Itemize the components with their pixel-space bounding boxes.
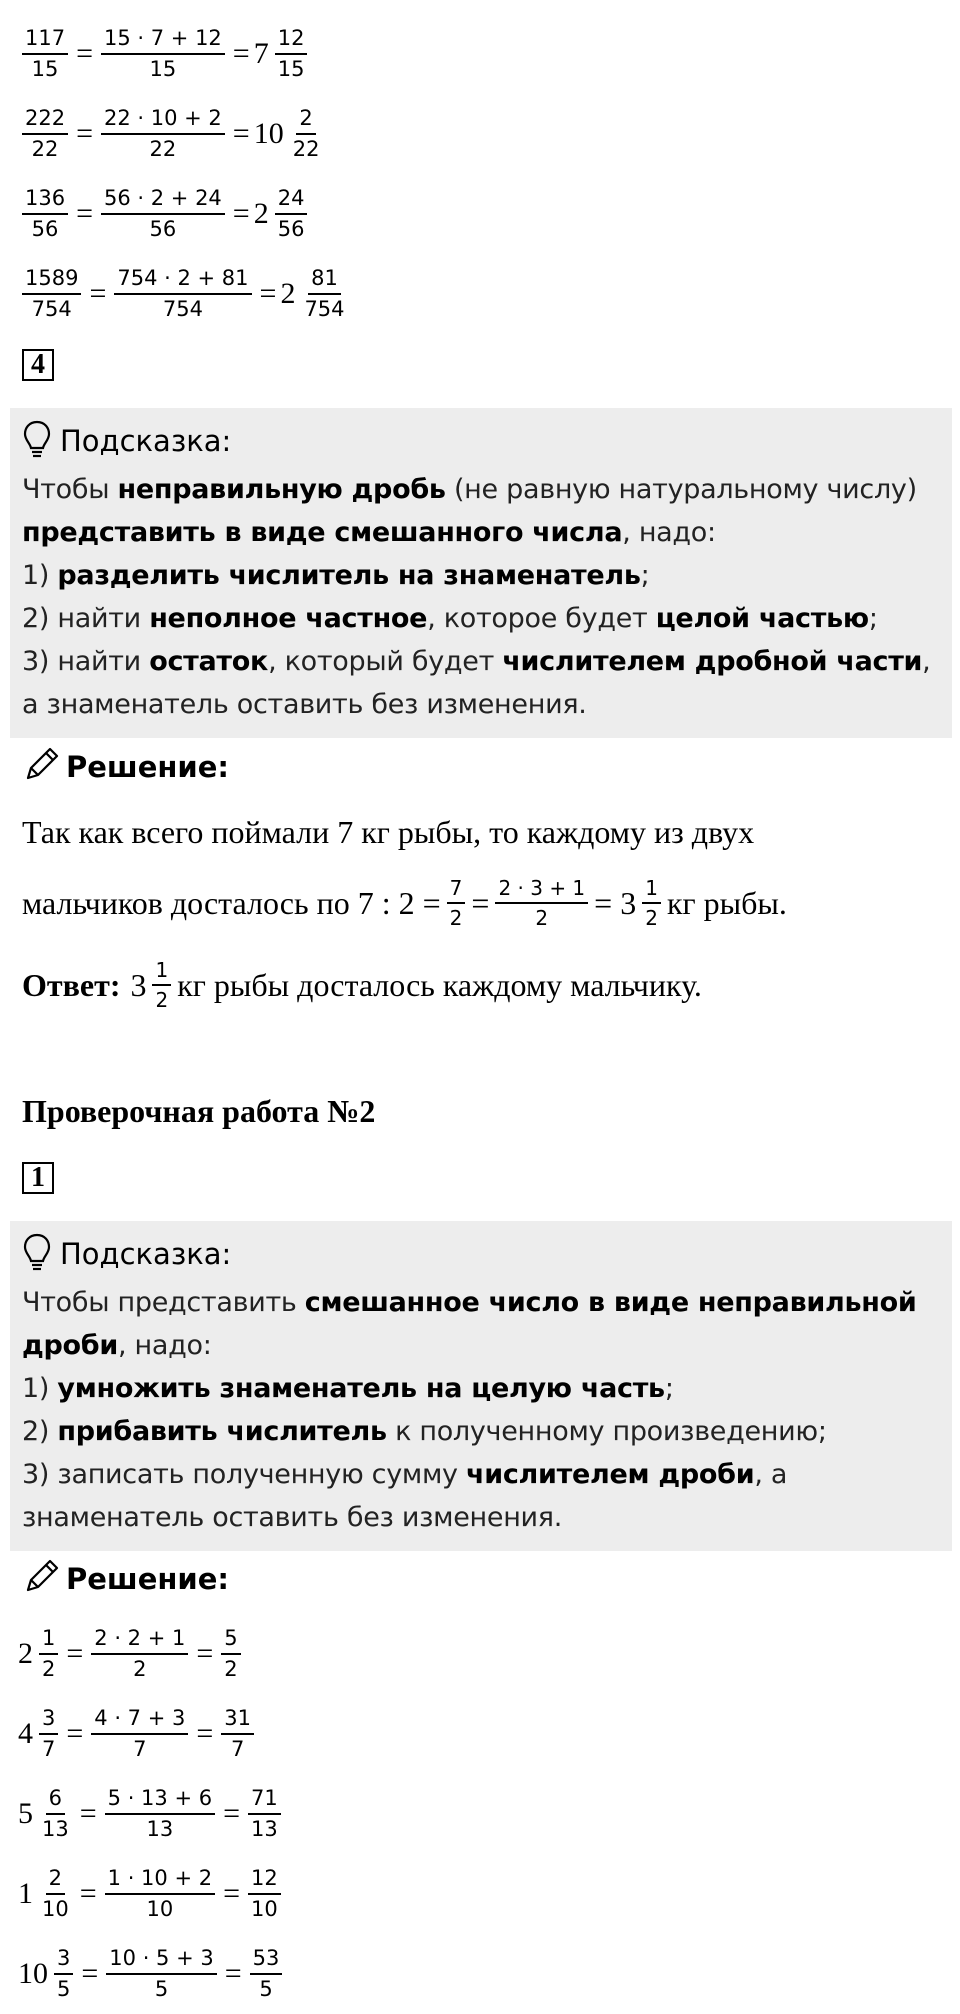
- numerator: 71: [248, 1787, 281, 1815]
- hint-line: [22, 1367, 940, 1410]
- equation-row: [18, 1614, 286, 1694]
- hint-bold-text: умножить знаменатель на целую часть: [57, 1373, 665, 1404]
- task-number-box: 4: [22, 349, 54, 381]
- fraction: [39, 1627, 58, 1681]
- hint-line: [22, 1410, 940, 1453]
- task-number-box: 1: [22, 1162, 54, 1194]
- fraction: $\frac{222}{22}$: [22, 107, 68, 161]
- hint-box: [10, 1221, 952, 1551]
- hint-line: [22, 683, 940, 726]
- hint-text-run: Чтобы: [22, 474, 118, 505]
- denominator: 2: [224, 1657, 238, 1681]
- pencil-icon: [22, 746, 60, 789]
- numerator: 2: [46, 1867, 65, 1895]
- numerator: 10 · 5 + 3: [106, 1947, 216, 1975]
- numerator: 6: [46, 1787, 65, 1815]
- hint-line: [22, 597, 940, 640]
- denominator: 7: [42, 1737, 56, 1761]
- equals-sign: =: [66, 1637, 84, 1670]
- equation-row: $\frac{117}{15}$ = $\frac{15 \cdot 7 + 12}{15}$ = 7 $\frac{12}{15}$: [18, 14, 352, 94]
- fraction: $\frac{136}{56}$: [22, 187, 68, 241]
- hint-bold-text: остаток: [149, 646, 269, 677]
- solution-title: Решение:: [66, 1562, 230, 1596]
- hint-header: [22, 1227, 940, 1281]
- hint-line: [22, 1453, 940, 1496]
- hint-bold-text: целой частью: [655, 603, 869, 634]
- denominator: 2: [42, 1657, 56, 1681]
- answer-line: Ответ: 3 $\frac{1}{2}$ кг рыбы досталось каждому мальчику.: [22, 958, 702, 1012]
- numerator: 1: [39, 1627, 58, 1655]
- hint-bold-text: неполное частное: [149, 603, 428, 634]
- hint-text-run: а знаменатель оставить без изменения.: [22, 689, 587, 720]
- hint-text-run: , надо:: [117, 1330, 212, 1361]
- fraction: [248, 1867, 281, 1921]
- equals-sign: =: [223, 1877, 240, 1910]
- fraction: [105, 1867, 215, 1921]
- fraction: [39, 1707, 58, 1761]
- numerator: 5 · 13 + 6: [105, 1787, 215, 1815]
- whole-part: 1: [18, 1877, 33, 1910]
- fraction: [221, 1707, 254, 1761]
- hint-text-run: , надо:: [622, 517, 716, 548]
- denominator: 13: [146, 1817, 174, 1841]
- fraction: [91, 1627, 188, 1681]
- solution-title: Решение:: [66, 750, 230, 784]
- equation-row: [18, 1774, 286, 1854]
- denominator: 7: [133, 1737, 147, 1761]
- denominator: 7: [230, 1737, 245, 1761]
- hint-title: Подсказка:: [60, 424, 232, 458]
- numerator: 3: [39, 1707, 58, 1735]
- hint-bold-text: разделить числитель на знаменатель: [57, 560, 641, 591]
- equals-sign: =: [79, 1877, 97, 1910]
- hint-text-run: 1): [22, 560, 58, 591]
- fraction: $\frac{15 \cdot 7 + 12}{15}$: [101, 27, 225, 81]
- hint-text-run: , а: [754, 1459, 788, 1490]
- fraction: [221, 1627, 240, 1681]
- fraction: [54, 1947, 73, 2001]
- hint-bold-text: числителем дробной части: [502, 646, 923, 677]
- fraction: [39, 1867, 72, 1921]
- denominator: 2: [133, 1657, 147, 1681]
- section-title: Проверочная работа №2: [22, 1093, 376, 1129]
- hint-bold-text: прибавить числитель: [57, 1416, 387, 1447]
- fraction: $\frac{24}{56}$: [275, 187, 308, 241]
- equation-row: [18, 1854, 286, 1934]
- fraction: [105, 1787, 215, 1841]
- fraction: $\frac{12}{15}$: [275, 27, 308, 81]
- fraction: $\frac{117}{15}$: [22, 27, 68, 81]
- numerator: 4 · 7 + 3: [91, 1707, 188, 1735]
- hint-bold-text: числителем дроби: [466, 1459, 755, 1490]
- hint-text-run: ,: [922, 646, 931, 677]
- hint-title: Подсказка:: [60, 1237, 232, 1271]
- hint-line: [22, 1496, 940, 1539]
- fraction: $\frac{81}{754}$: [304, 265, 345, 321]
- hint-text-run: 2) найти: [22, 603, 150, 634]
- numerator: 3: [54, 1947, 73, 1975]
- hint-text-run: 2): [22, 1416, 58, 1447]
- hint-box: [10, 408, 952, 738]
- hint-text-run: ;: [664, 1373, 674, 1404]
- numerator: 2 · 2 + 1: [91, 1627, 188, 1655]
- equation-row: $\frac{222}{22}$ = $\frac{22 \cdot 10 + 2}{22}$ = 10 $\frac{2}{22}$: [18, 94, 352, 174]
- hint-text-run: ;: [868, 603, 878, 634]
- numerator: 1 · 10 + 2: [105, 1867, 215, 1895]
- hint-line: [22, 640, 940, 683]
- numerator: 31: [221, 1707, 254, 1735]
- lightbulb-icon: [22, 419, 52, 464]
- solution-text-line: Так как всего поймали 7 кг рыбы, то каждому из двух: [22, 813, 755, 850]
- fraction: $\frac{1}{2}$: [152, 959, 171, 1011]
- hint-line: [22, 554, 940, 597]
- hint-text-run: 3) найти: [22, 646, 150, 677]
- equals-sign: =: [196, 1637, 214, 1670]
- denominator: 5: [57, 1977, 71, 2001]
- equals-sign: =: [66, 1717, 84, 1750]
- answer-label: Ответ:: [22, 966, 121, 1003]
- hint-bold-text: неправильную дробь: [117, 474, 446, 505]
- numerator: 53: [250, 1947, 283, 1975]
- fraction: $\frac{7}{2}$: [447, 877, 466, 929]
- fraction: $\frac{1589}{754}$: [22, 267, 81, 321]
- solution-header: [22, 1557, 229, 1601]
- fraction: $\frac{56 \cdot 2 + 24}{56}$: [101, 187, 225, 241]
- denominator: 13: [251, 1817, 278, 1841]
- fraction: $\frac{2 \cdot 3 + 1}{2}$: [495, 877, 588, 929]
- equals-sign: =: [223, 1797, 240, 1830]
- whole-part: 10: [18, 1957, 48, 1990]
- fraction: [91, 1707, 188, 1761]
- denominator: 10: [42, 1897, 69, 1921]
- solution-text-line: мальчиков досталось по 7 : 2 = $\frac{7}{2}$ = $\frac{2 \cdot 3 + 1}{2}$ = 3 $\frac{1}{2}$ кг рыбы.: [22, 876, 787, 930]
- fraction: $\frac{22 \cdot 10 + 2}{22}$: [101, 107, 225, 161]
- denominator: 5: [259, 1977, 273, 2001]
- hint-text: [22, 1281, 940, 1539]
- solution-header: [22, 745, 229, 789]
- mixed-to-improper-equations: [18, 1614, 286, 2014]
- whole-part: 4: [18, 1717, 33, 1750]
- hint-header: [22, 414, 940, 468]
- equation-row: $\frac{136}{56}$ = $\frac{56 \cdot 2 + 24}{56}$ = 2 $\frac{24}{56}$: [18, 174, 352, 254]
- fraction: [39, 1787, 72, 1841]
- whole-part: 2: [18, 1637, 33, 1670]
- fraction: [250, 1947, 283, 2001]
- lightbulb-icon: [22, 1232, 52, 1277]
- hint-text-run: 3) записать полученную сумму: [22, 1459, 466, 1490]
- hint-text-run: , которое будет: [427, 603, 656, 634]
- hint-line: [22, 511, 940, 554]
- hint-text-run: 1): [22, 1373, 58, 1404]
- improper-to-mixed-equations: [18, 14, 352, 334]
- equals-sign: =: [79, 1797, 97, 1830]
- numerator: 5: [221, 1627, 240, 1655]
- hint-line: [22, 1281, 940, 1324]
- equals-sign: =: [81, 1957, 99, 1990]
- hint-bold-text: смешанное число в виде неправильной: [304, 1287, 917, 1318]
- pencil-icon: [22, 1558, 60, 1601]
- hint-text-run: знаменатель оставить без изменения.: [22, 1502, 563, 1533]
- hint-bold-text: дроби: [22, 1330, 118, 1361]
- hint-bold-text: представить в виде смешанного числа: [22, 517, 623, 548]
- denominator: 10: [251, 1897, 278, 1921]
- equation-row: $\frac{1589}{754}$ = $\frac{754 \cdot 2 + 81}{754}$ = 2 $\frac{81}{754}$: [18, 254, 352, 334]
- fraction: [248, 1787, 281, 1841]
- equals-sign: =: [224, 1957, 242, 1990]
- equation-row: [18, 1934, 286, 2014]
- denominator: 5: [154, 1977, 169, 2001]
- fraction: [106, 1947, 216, 2001]
- equals-sign: =: [196, 1717, 214, 1750]
- hint-text-run: (не равную натуральному числу): [445, 474, 917, 505]
- hint-text-run: ;: [640, 560, 650, 591]
- hint-line: [22, 468, 940, 511]
- fraction: $\frac{1}{2}$: [642, 877, 661, 929]
- equation-row: [18, 1694, 286, 1774]
- hint-text-run: к полученному произведению;: [386, 1416, 827, 1447]
- denominator: 10: [146, 1897, 174, 1921]
- numerator: 12: [248, 1867, 281, 1895]
- hint-text-run: , который будет: [268, 646, 503, 677]
- whole-part: 5: [18, 1797, 33, 1830]
- hint-text-run: Чтобы представить: [22, 1287, 305, 1318]
- fraction: $\frac{754 \cdot 2 + 81}{754}$: [114, 267, 251, 321]
- denominator: 13: [42, 1817, 69, 1841]
- hint-text: [22, 468, 940, 726]
- hint-line: [22, 1324, 940, 1367]
- fraction: $\frac{2}{22}$: [292, 105, 320, 161]
